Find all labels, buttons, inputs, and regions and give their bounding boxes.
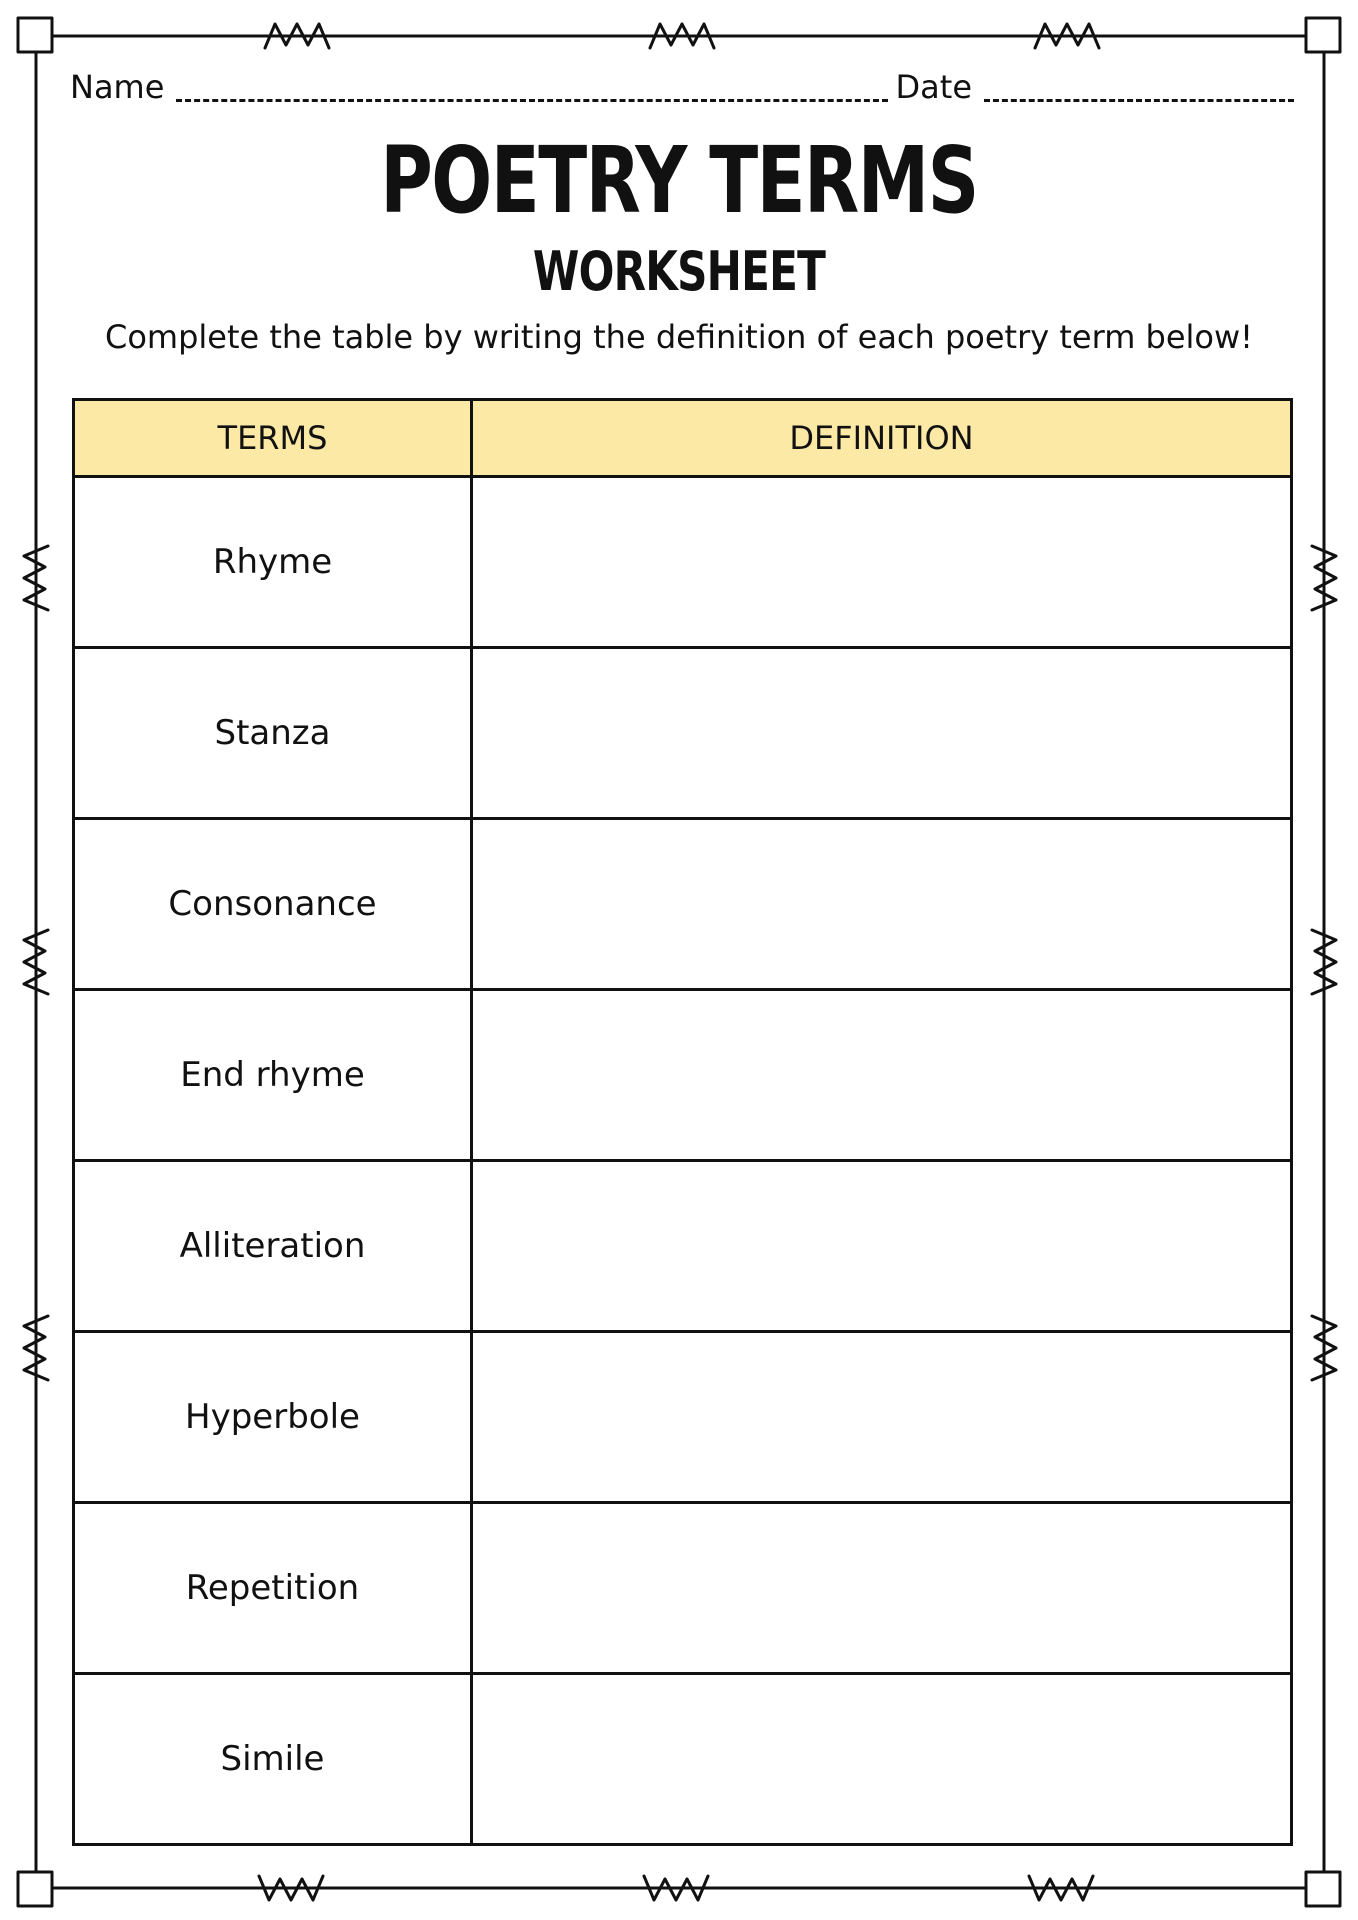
instructions-text: Complete the table by writing the definition of each poetry term below!: [104, 318, 1253, 356]
corner-square-icon: [1306, 1872, 1340, 1906]
definition-cell[interactable]: [472, 477, 1292, 648]
name-date-row: [70, 64, 1294, 112]
definition-cell[interactable]: [472, 648, 1292, 819]
term-cell: Hyperbole: [74, 1332, 472, 1503]
term-cell: Alliteration: [74, 1161, 472, 1332]
definition-cell[interactable]: [472, 819, 1292, 990]
definition-cell[interactable]: [472, 1503, 1292, 1674]
definition-cell[interactable]: [472, 1332, 1292, 1503]
table-row: [74, 1674, 1292, 1845]
corner-square-icon: [18, 18, 52, 52]
definition-cell[interactable]: [472, 1161, 1292, 1332]
page-title: POETRY TERMS: [380, 127, 978, 234]
table-row: [74, 990, 1292, 1161]
table-row: [74, 1503, 1292, 1674]
date-field[interactable]: [984, 99, 1294, 102]
definition-cell[interactable]: [472, 1674, 1292, 1845]
term-cell: Repetition: [74, 1503, 472, 1674]
table-row: [74, 648, 1292, 819]
definition-cell[interactable]: [472, 990, 1292, 1161]
term-cell: Simile: [74, 1674, 472, 1845]
term-cell: Rhyme: [74, 477, 472, 648]
corner-square-icon: [18, 1872, 52, 1906]
terms-table: [72, 398, 1293, 1846]
term-cell: Consonance: [74, 819, 472, 990]
column-header-terms: TERMS: [74, 400, 472, 477]
table-row: [74, 819, 1292, 990]
table-row: [74, 1161, 1292, 1332]
column-header-definition: DEFINITION: [472, 400, 1292, 477]
table-row: [74, 477, 1292, 648]
table-header-row: [74, 400, 1292, 477]
name-field[interactable]: [176, 99, 887, 102]
table-row: [74, 1332, 1292, 1503]
name-label: Name: [70, 68, 165, 106]
term-cell: End rhyme: [74, 990, 472, 1161]
corner-square-icon: [1306, 18, 1340, 52]
date-label: Date: [895, 68, 972, 106]
term-cell: Stanza: [74, 648, 472, 819]
page-subtitle: WORKSHEET: [532, 240, 826, 303]
